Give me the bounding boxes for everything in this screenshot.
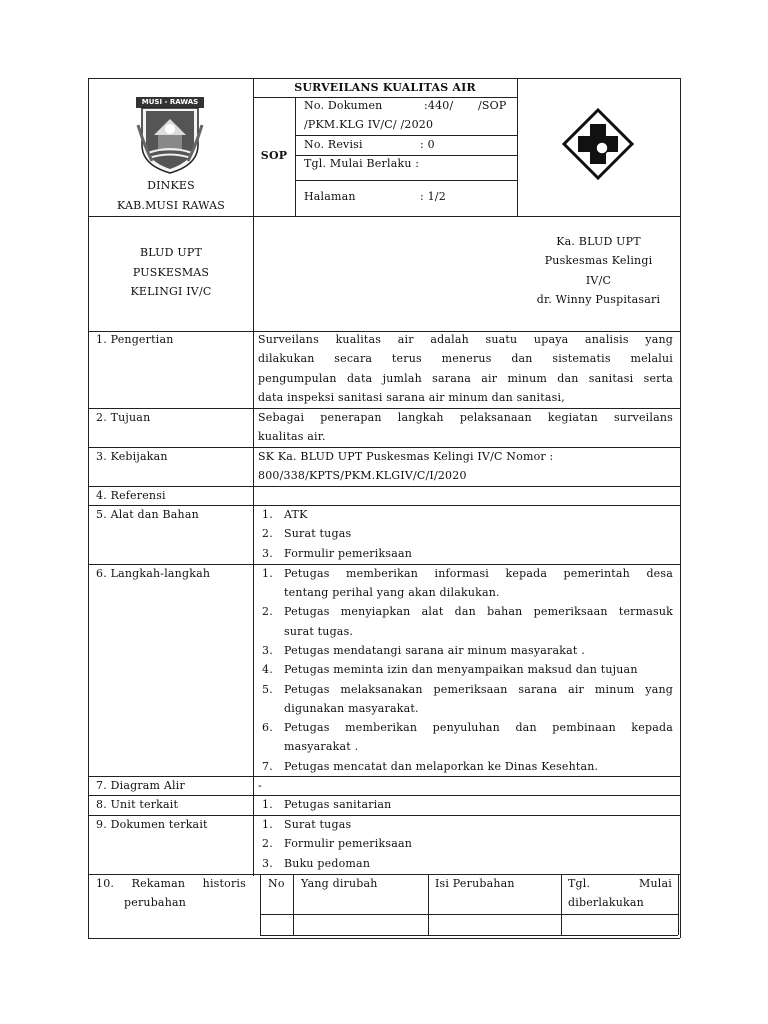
section-rekaman-label: 10. Rekaman historis xyxy=(96,877,246,890)
doc-number-value-1: :440/ xyxy=(424,99,454,112)
pengertian-text-line: data inspeksi sanitasi sarana air minum dan sanitasi, xyxy=(258,391,565,404)
section-rekaman-label-2: perubahan xyxy=(124,896,187,909)
unit-name-line1: BLUD UPT xyxy=(140,246,202,259)
langkah-number: 1. xyxy=(262,567,273,580)
dokumen-item: 1. Surat tugas xyxy=(262,818,352,831)
langkah-number: 6. xyxy=(262,721,273,734)
langkah-number: 2. xyxy=(262,605,273,618)
langkah-text: tentang perihal yang akan dilakukan. xyxy=(284,586,500,599)
kebijakan-text-line: SK Ka. BLUD UPT Puskesmas Kelingi IV/C Nomor : xyxy=(258,450,554,463)
musi-rawas-emblem xyxy=(134,95,206,175)
diagram-value: - xyxy=(258,779,262,792)
signer-line2: Puskesmas Kelingi xyxy=(544,254,653,267)
langkah-text: masyarakat . xyxy=(284,740,359,753)
langkah-text: Petugas menyiapkan alat dan bahan pemeriksaan termasuk xyxy=(284,605,673,618)
emblem-banner-text: MUSI - RAWAS xyxy=(141,98,199,106)
unit-name-line3: KELINGI IV/C xyxy=(130,285,212,298)
alat-item: 3. Formulir pemeriksaan xyxy=(262,547,412,560)
revision-col-no: No xyxy=(268,877,285,890)
tujuan-text-line: Sebagai penerapan langkah pelaksanaan kegiatan surveilans xyxy=(258,411,673,424)
langkah-number: 3. xyxy=(262,644,273,657)
page-label: Halaman xyxy=(304,190,356,203)
doc-number-label: No. Dokumen xyxy=(304,99,383,112)
alat-item: 1. ATK xyxy=(262,508,308,521)
langkah-text: Petugas melaksanakan pemeriksaan sarana air minum yang xyxy=(284,683,673,696)
kebijakan-text-line: 800/338/KPTS/PKM.KLGIV/C/I/2020 xyxy=(258,469,467,482)
signer-name: dr. Winny Puspitasari xyxy=(536,293,661,306)
section-dokumen-label: 9. Dokumen terkait xyxy=(96,818,208,831)
section-referensi-label: 4. Referensi xyxy=(96,489,166,502)
revision-label: No. Revisi xyxy=(304,138,363,151)
effective-date-label: Tgl. Mulai Berlaku : xyxy=(304,157,420,170)
dokumen-item: 2. Formulir pemeriksaan xyxy=(262,837,412,850)
pengertian-text-line: pengumpulan data jumlah sarana air minum dan sanitasi serta xyxy=(258,372,673,385)
org-name-line1: DINKES xyxy=(147,179,195,192)
revision-value: : 0 xyxy=(420,138,435,151)
revision-col-changed: Yang dirubah xyxy=(301,877,378,890)
section-langkah-label: 6. Langkah-langkah xyxy=(96,567,211,580)
langkah-text: Petugas memberikan informasi kepada pemerintah desa xyxy=(284,567,673,580)
page-value: : 1/2 xyxy=(420,190,446,203)
unit-name-line2: PUSKESMAS xyxy=(132,266,210,279)
document-title: SURVEILANS KUALITAS AIR xyxy=(294,81,476,94)
sop-label: SOP xyxy=(260,149,288,162)
pengertian-text-line: dilakukan secara terus menerus dan sistematis melalui xyxy=(258,352,673,365)
section-tujuan-label: 2. Tujuan xyxy=(96,411,151,424)
section-diagram-label: 7. Diagram Alir xyxy=(96,779,185,792)
revision-col-date-2: diberlakukan xyxy=(568,896,644,909)
section-alat-label: 5. Alat dan Bahan xyxy=(96,508,199,521)
langkah-text: Petugas mendatangi sarana air minum masyarakat . xyxy=(284,644,585,657)
alat-item: 2. Surat tugas xyxy=(262,527,352,540)
langkah-text: Petugas meminta izin dan menyampaikan maksud dan tujuan xyxy=(284,663,638,676)
org-name-line2: KAB.MUSI RAWAS xyxy=(116,199,226,212)
section-pengertian-label: 1. Pengertian xyxy=(96,333,174,346)
langkah-text: surat tugas. xyxy=(284,625,354,638)
revision-col-content: Isi Perubahan xyxy=(435,877,515,890)
langkah-number: 5. xyxy=(262,683,273,696)
doc-number-line2: /PKM.KLG IV/C/ /2020 xyxy=(304,118,434,131)
langkah-text: Petugas memberikan penyuluhan dan pembinaan kepada xyxy=(284,721,673,734)
langkah-text: Petugas mencatat dan melaporkan ke Dinas Kesehtan. xyxy=(284,760,599,773)
pengertian-text-line: Surveilans kualitas air adalah suatu upaya analisis yang xyxy=(258,333,673,346)
signer-line3: IV/C xyxy=(585,274,612,287)
langkah-number: 7. xyxy=(262,760,273,773)
puskesmas-logo xyxy=(562,108,634,180)
signer-line1: Ka. BLUD UPT xyxy=(556,235,641,248)
langkah-number: 4. xyxy=(262,663,273,676)
section-unit-terkait-label: 8. Unit terkait xyxy=(96,798,179,811)
revision-col-date: Tgl. Mulai xyxy=(568,877,672,890)
dokumen-item: 3. Buku pedoman xyxy=(262,857,371,870)
doc-number-value-2: /SOP xyxy=(478,99,507,112)
unit-terkait-item: 1. Petugas sanitarian xyxy=(262,798,392,811)
section-kebijakan-label: 3. Kebijakan xyxy=(96,450,168,463)
tujuan-text-line: kualitas air. xyxy=(258,430,326,443)
langkah-text: digunakan masyarakat. xyxy=(284,702,419,715)
